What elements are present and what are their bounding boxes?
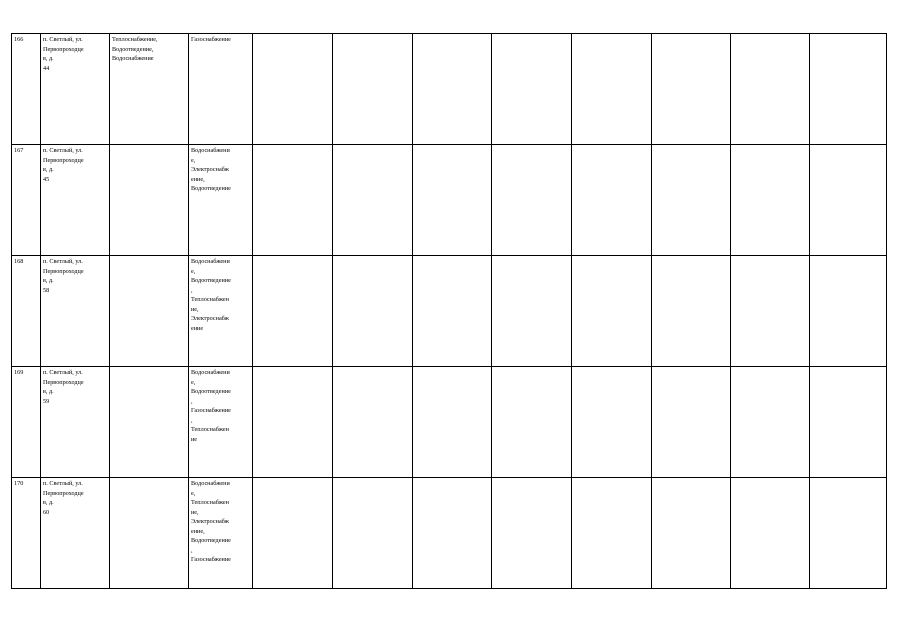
empty-cell [413,34,492,145]
empty-cell [810,34,887,145]
connected-services-cell-line: Водоснабжени [191,369,230,376]
address-cell-line: Первопроходце [43,267,84,275]
connected-services-cell-line: е, [191,267,196,275]
address-cell-line: в, д. [43,277,54,284]
connected-services-cell-line: , [191,286,193,294]
address-cell-line: п. Светлый, ул. [43,147,83,154]
table-row [12,367,887,478]
empty-cell [810,478,887,589]
connected-services-cell-line: Газоснабжение [191,36,231,43]
connected-services-cell-line: е, [191,489,196,497]
empty-cell [492,367,572,478]
address-cell-line: Первопроходце [43,378,84,386]
connected-services-cell-line: ие [191,435,198,443]
row-number-cell [12,367,41,478]
connected-services-cell-line: е, [191,378,196,386]
empty-cell [492,34,572,145]
row-number: 169 [14,369,24,376]
address-cell-line: в, д. [43,166,54,173]
empty-cell [253,34,333,145]
address-cell-line: 60 [43,508,50,516]
empty-cell [333,34,413,145]
row-number-cell [12,34,41,145]
address-cell-line: 58 [43,286,50,294]
empty-cell [413,145,492,256]
empty-cell [652,478,731,589]
address-cell-line: п. Светлый, ул. [43,369,83,376]
empty-cell [652,256,731,367]
empty-cell [810,256,887,367]
row-number: 170 [14,480,24,487]
empty-cell [333,478,413,589]
services-cell [110,367,189,478]
address-cell [41,34,110,145]
connected-services-cell-line: Водоотведение [191,185,231,192]
row-number: 167 [14,147,24,154]
empty-cell [492,478,572,589]
connected-services-cell-line: Теплоснабжен [191,499,229,506]
address-cell-line: Первопроходце [43,156,84,164]
table-row [12,256,887,367]
connected-services-cell-line: ение, [191,175,205,183]
services-cell [110,145,189,256]
services-cell-line: Водоотведение, [112,45,154,53]
services-cell-line: Теплоснабжение, [112,36,158,43]
connected-services-cell-line: Электроснабж [191,518,229,525]
empty-cell [253,367,333,478]
table-row [12,478,887,589]
address-cell-line: Первопроходце [43,489,84,497]
address-cell-line: 45 [43,175,50,183]
row-number-cell [12,145,41,256]
address-cell-line: 44 [43,64,50,72]
connected-services-cell-line: ие, [191,305,199,313]
services-cell [110,478,189,589]
address-cell-line: п. Светлый, ул. [43,36,83,43]
address-cell [41,145,110,256]
empty-cell [413,256,492,367]
address-cell-line: в, д. [43,499,54,506]
table-row [12,145,887,256]
connected-services-cell-line: Газоснабжение [191,556,231,563]
connected-services-cell-line: е, [191,156,196,164]
address-cell-line: в, д. [43,55,54,62]
connected-services-cell-line: Водоотведение [191,537,231,544]
connected-services-cell-line: Водоснабжени [191,147,230,154]
empty-cell [492,256,572,367]
connected-services-cell-line: , [191,546,193,554]
services-cell-line: Водоснабжение [112,55,154,62]
empty-cell [731,256,810,367]
connected-services-cell-line: Газоснабжение [191,407,231,414]
connected-services-cell [189,478,253,589]
address-cell-line: п. Светлый, ул. [43,480,83,487]
empty-cell [413,478,492,589]
empty-cell [572,478,652,589]
connected-services-cell-line: , [191,397,193,405]
connected-services-cell-line: ение [191,324,204,332]
address-cell [41,478,110,589]
empty-cell [652,145,731,256]
empty-cell [253,256,333,367]
empty-cell [572,145,652,256]
services-cell [110,256,189,367]
empty-cell [810,367,887,478]
empty-cell [572,367,652,478]
empty-cell [253,145,333,256]
connected-services-cell-line: Водоснабжени [191,258,230,265]
connected-services-cell-line: Электроснабж [191,166,229,173]
connected-services-cell-line: Водоотведение [191,388,231,395]
connected-services-cell-line: Теплоснабжен [191,426,229,433]
empty-cell [810,145,887,256]
connected-services-cell [189,145,253,256]
empty-cell [652,367,731,478]
connected-services-cell-line: Водоотведение [191,277,231,284]
empty-cell [253,478,333,589]
connected-services-cell [189,367,253,478]
row-number-cell [12,256,41,367]
connected-services-cell [189,256,253,367]
table-body [12,34,887,589]
table-row [12,34,887,145]
row-number: 168 [14,258,24,265]
connected-services-cell-line: , [191,416,193,424]
address-cell-line: в, д. [43,388,54,395]
empty-cell [731,367,810,478]
row-number-cell [12,478,41,589]
empty-cell [731,478,810,589]
row-number: 166 [14,36,24,43]
empty-cell [333,145,413,256]
address-cell-line: 59 [43,397,50,405]
address-cell [41,367,110,478]
connected-services-cell-line: ение, [191,527,205,535]
connected-services-cell-line: Теплоснабжен [191,296,229,303]
empty-cell [572,34,652,145]
connected-services-cell-line: Водоснабжени [191,480,230,487]
empty-cell [731,34,810,145]
address-cell [41,256,110,367]
empty-cell [333,256,413,367]
empty-cell [333,367,413,478]
empty-cell [572,256,652,367]
services-cell [110,34,189,145]
connected-services-cell [189,34,253,145]
empty-cell [413,367,492,478]
address-cell-line: п. Светлый, ул. [43,258,83,265]
empty-cell [652,34,731,145]
address-cell-line: Первопроходце [43,45,84,53]
empty-cell [731,145,810,256]
connected-services-cell-line: Электроснабж [191,315,229,322]
housing-services-table [11,33,887,589]
connected-services-cell-line: ие, [191,508,199,516]
empty-cell [492,145,572,256]
